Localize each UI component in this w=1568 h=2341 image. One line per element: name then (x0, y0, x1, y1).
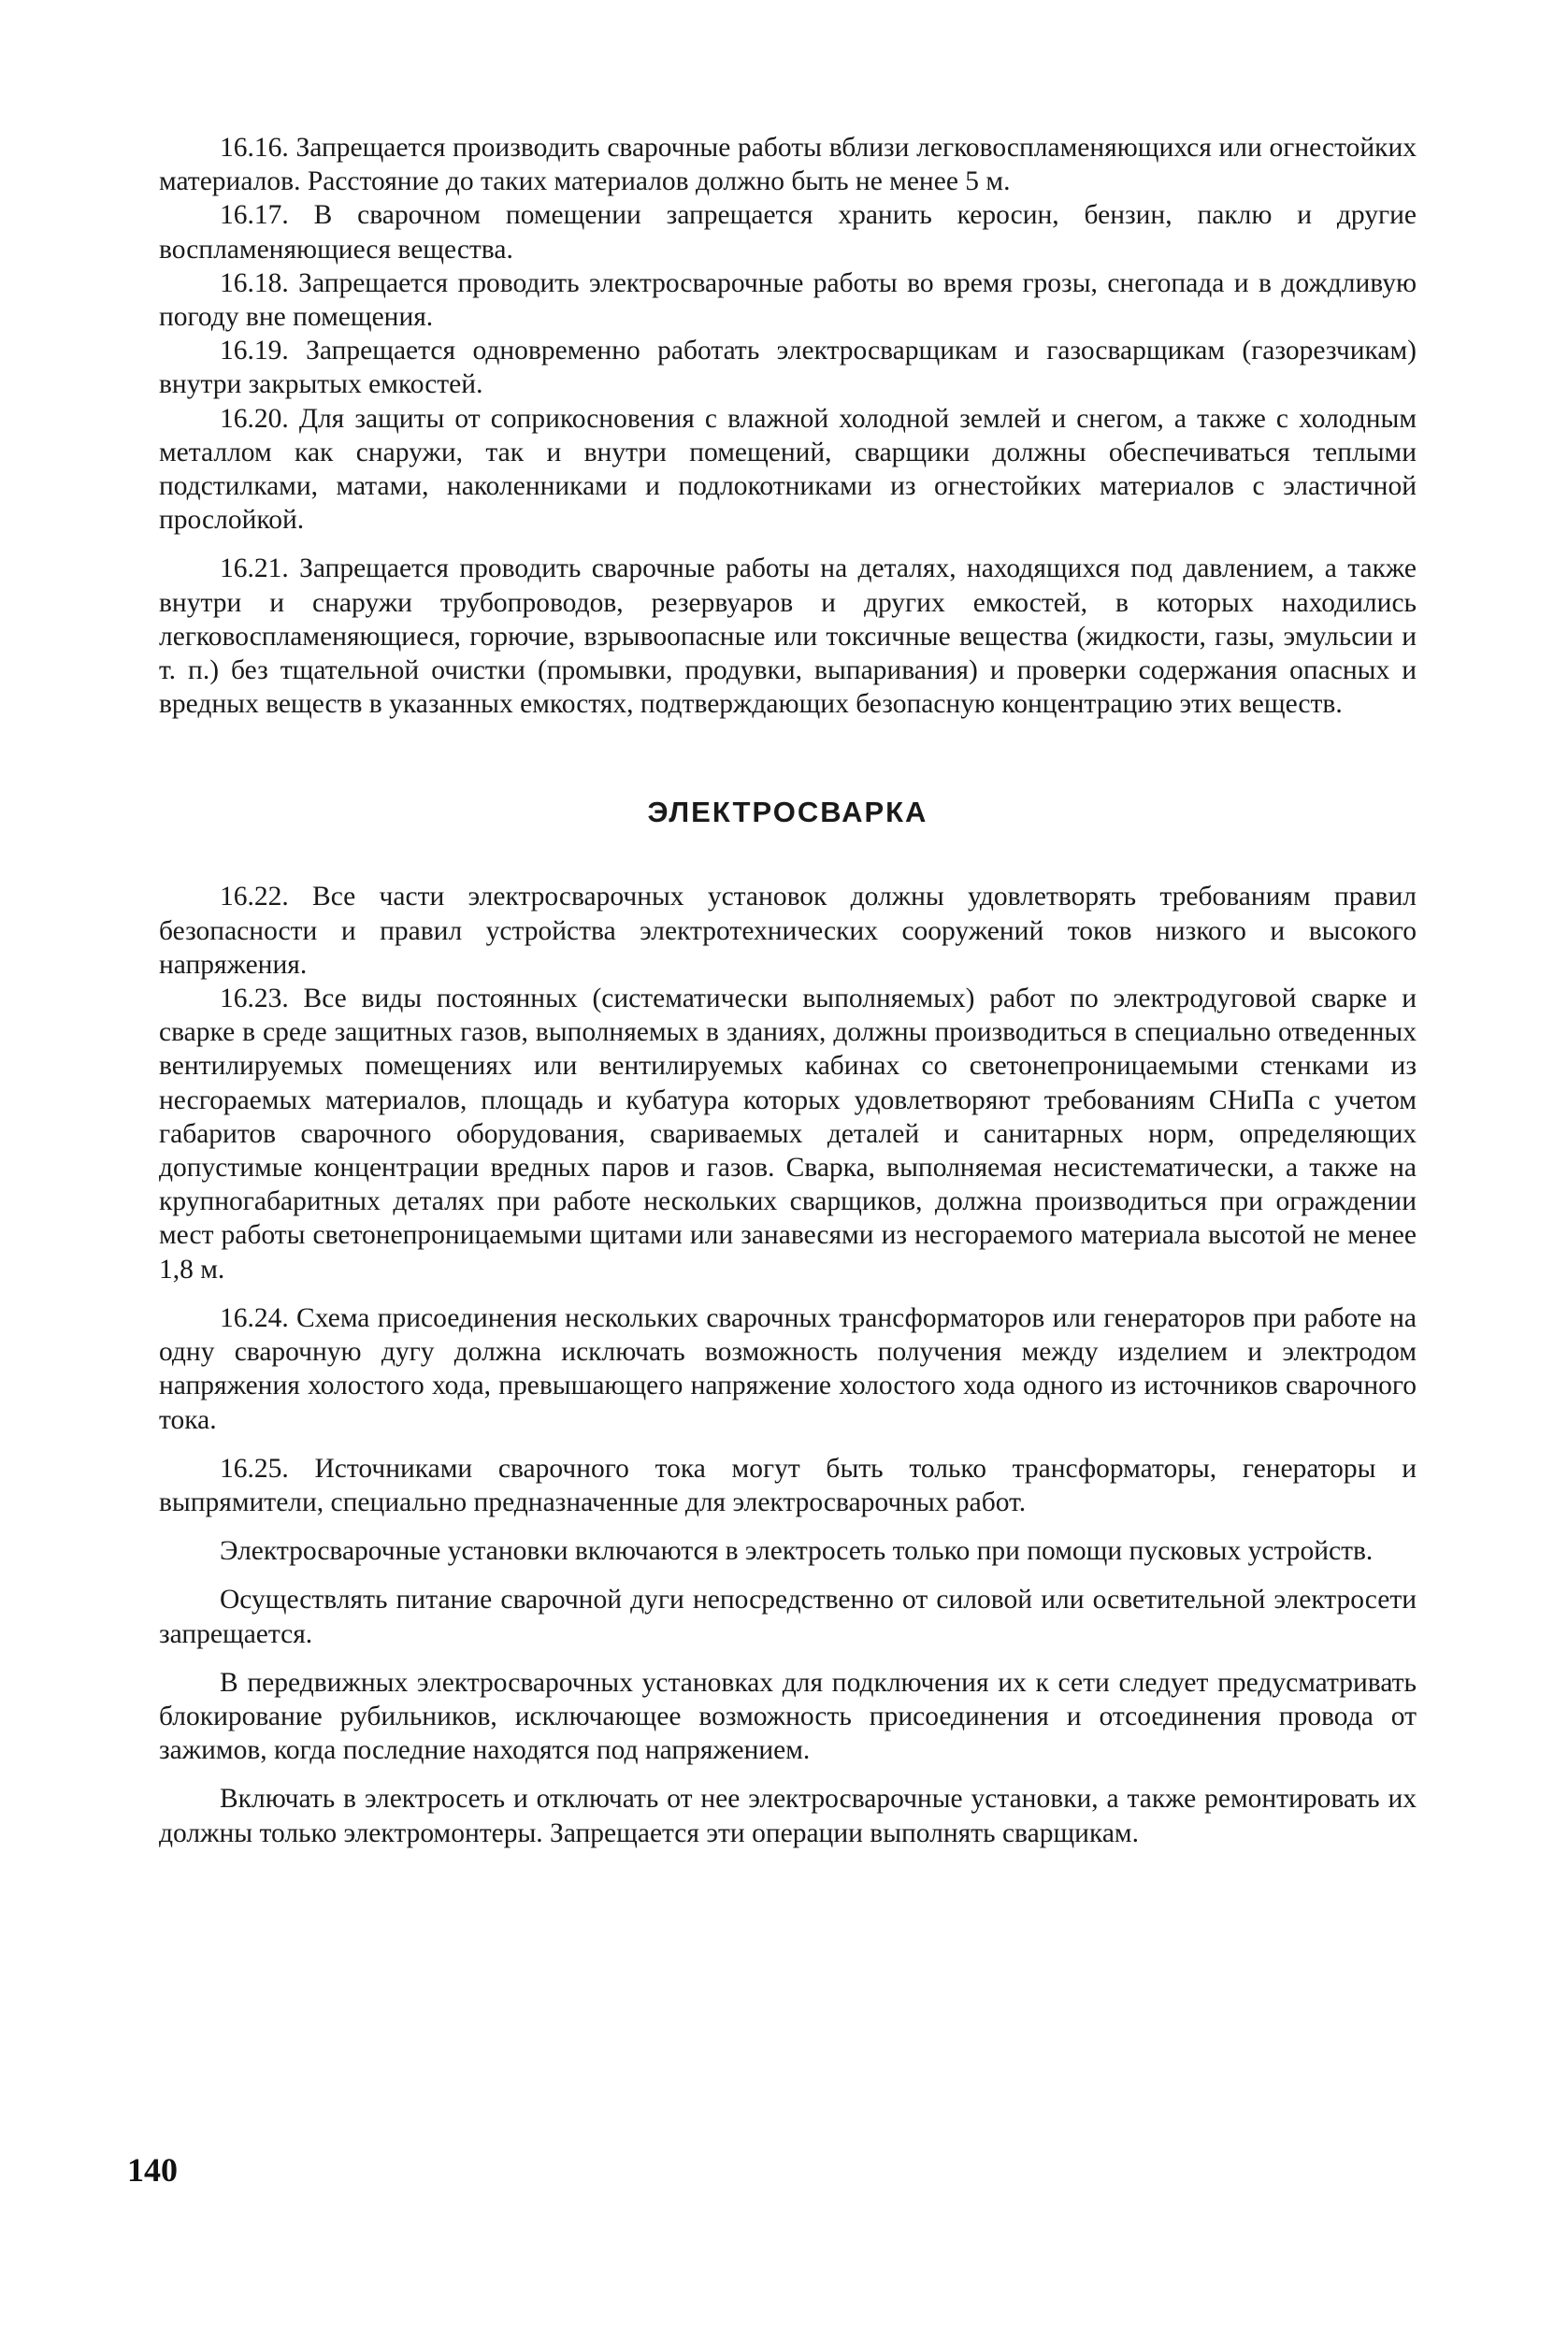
paragraph-16-17: 16.17. В сварочном помещении запрещается хранить керосин, бензин, паклю и другие воспламеняющиеся вещества. (159, 200, 1417, 265)
paragraph-16-20: 16.20. Для защиты от соприкосновения с влажной холодной землей и снегом, а также с холодным металлом как снаружи, так и внутри помещений, сварщики должны обеспечиваться теплыми подстилками, матами, наколенниками и подлокотниками из огнестойких материалов с эластичной прослойкой. (159, 403, 1417, 536)
paragraph-16-18: 16.18. Запрещается проводить электросварочные работы во время грозы, снегопада и в дождливую погоду вне помещения. (159, 267, 1417, 333)
paragraph-16-25: 16.25. Источниками сварочного тока могут быть только трансформаторы, генераторы и выпрямители, специально предназначенные для электросварочных работ. (159, 1453, 1417, 1517)
paragraph-16-23: 16.23. Все виды постоянных (систематически выполняемых) работ по электродуговой сварке и сварке в среде защитных газов, выполняемых в зданиях, должны производиться в специально отведенных вентилируемых помещениях или вентилируемых кабинах со светонепроницаемыми стенками из несгораемых материалов, площадь и кубатура которых удовлетворяют требованиям СНиПа с учетом габаритов сварочного оборудования, свариваемых деталей и санитарных норм, определяющих допустимые концентрации вредных паров и газов. Сварка, выполняемая несистематически, а также на крупногабаритных деталях при работе нескольких сварщиков, должна производиться при ограждении мест работы светонепроницаемыми щитами или занавесями из несгораемого материала высотой не менее 1,8 м. (159, 984, 1417, 1285)
paragraph-16-24: 16.24. Схема присоединения нескольких сварочных трансформаторов или генераторов при работе на одну сварочную дугу должна исключать возможность получения между изделием и электродом напряжения холостого хода, превышающего напряжение холостого хода одного из источников сварочного тока. (159, 1302, 1417, 1435)
paragraph-16-21: 16.21. Запрещается проводить сварочные работы на деталях, находящихся под давлением, а также внутри и снаружи трубопроводов, резервуаров и других емкостей, в которых находились легковоспламеняющиеся, горючие, взрывоопасные или токсичные вещества (жидкости, газы, эмульсии и т. п.) без тщательной очистки (промывки, продувки, выпаривания) и проверки содержания опасных и вредных веществ в указанных емкостях, подтверждающих безопасную концентрацию этих веществ. (159, 553, 1417, 720)
paragraph-startup-devices: Электросварочные установки включаются в электросеть только при помощи пусковых устройств. (220, 1536, 1374, 1567)
paragraph-16-22: 16.22. Все части электросварочных установок должны удовлетворять требованиям правил безопасности и правил устройства электротехнических сооружений токов низкого и высокого напряжения. (159, 882, 1417, 980)
paragraph-power-supply: Осуществлять питание сварочной дуги непосредственно от силовой или осветительной электросети запрещается. (159, 1585, 1417, 1649)
section-heading: ЭЛЕКТРОСВАРКА (647, 796, 928, 829)
paragraph-16-16: 16.16. Запрещается производить сварочные работы вблизи легковоспламеняющихся или огнестойких материалов. Расстояние до таких материалов должно быть не менее 5 м. (159, 133, 1417, 197)
paragraph-electricians-only: Включать в электросеть и отключать от нее электросварочные установки, а также ремонтировать их должны только электромонтеры. Запрещается эти операции выполнять сварщикам. (159, 1784, 1417, 1848)
paragraph-mobile-installations: В передвижных электросварочных установках для подключения их к сети следует предусматривать блокирование рубильников, исключающее возможность присоединения и отсоединения провода от зажимов, когда последние находятся под напряжением. (159, 1667, 1417, 1766)
paragraph-16-19: 16.19. Запрещается одновременно работать электросварщикам и газосварщикам (газорезчикам) внутри закрытых емкостей. (159, 336, 1417, 400)
page-number: 140 (127, 2151, 178, 2189)
document-page (159, 131, 1417, 1850)
